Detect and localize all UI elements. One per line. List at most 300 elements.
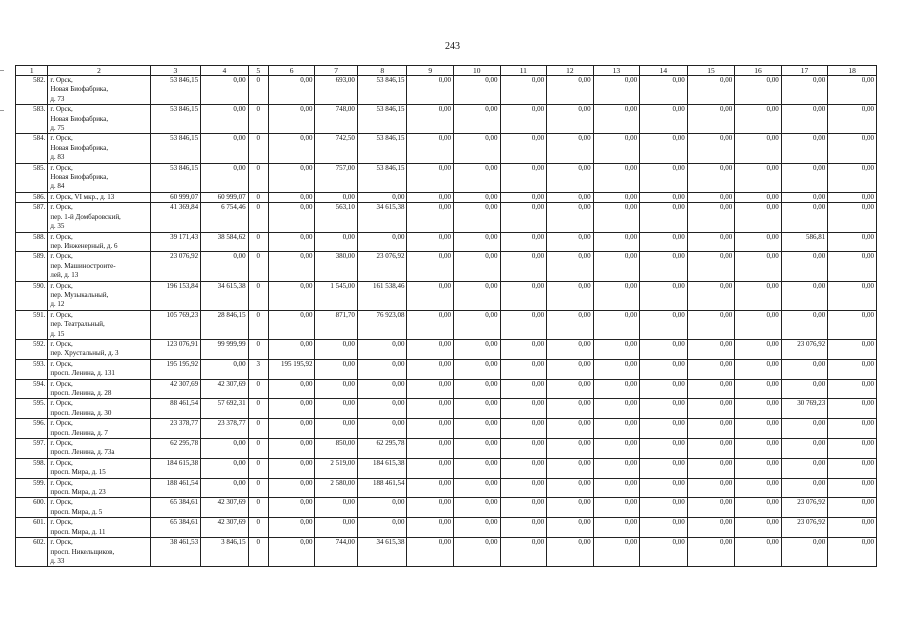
value-cell-col-6: 0,00 <box>268 281 315 310</box>
value-cell-col-17: 0,00 <box>781 163 828 192</box>
value-cell-col-7: 871,70 <box>315 310 357 339</box>
column-header-11: 11 <box>500 66 547 76</box>
value-cell-col-10: 0,00 <box>454 252 501 281</box>
value-cell-col-12: 0,00 <box>547 458 594 478</box>
value-cell-col-7: 0,00 <box>315 192 357 202</box>
value-cell-col-11: 0,00 <box>500 399 547 419</box>
value-cell-col-17: 23 076,92 <box>781 339 828 359</box>
value-cell-col-9: 0,00 <box>407 379 454 399</box>
value-cell-col-13: 0,00 <box>593 105 640 134</box>
address-line: Новая Биофабрика, <box>50 173 109 182</box>
address-line: д. 84 <box>50 182 65 191</box>
value-cell-col-7: 2 519,00 <box>315 458 357 478</box>
value-cell-col-3: 62 295,78 <box>150 439 201 459</box>
value-cell-col-3: 188 461,54 <box>150 478 201 498</box>
value-cell-col-11: 0,00 <box>500 203 547 232</box>
row-number: 601. <box>16 518 48 538</box>
address-line: просп. Никельщиков, <box>50 547 115 556</box>
row-number: 595. <box>16 399 48 419</box>
value-cell-col-9: 0,00 <box>407 478 454 498</box>
value-cell-col-12: 0,00 <box>547 399 594 419</box>
value-cell-col-11: 0,00 <box>500 379 547 399</box>
value-cell-col-8: 0,00 <box>357 192 407 202</box>
value-cell-col-13: 0,00 <box>593 439 640 459</box>
value-cell-col-6: 0,00 <box>268 419 315 439</box>
value-cell-col-18: 0,00 <box>828 379 877 399</box>
value-cell-col-14: 0,00 <box>640 105 688 134</box>
value-cell-col-9: 0,00 <box>407 538 454 567</box>
value-cell-col-3: 53 846,15 <box>150 76 201 105</box>
value-cell-col-7: 563,10 <box>315 203 357 232</box>
address-cell <box>48 458 150 478</box>
value-cell-col-18: 0,00 <box>828 439 877 459</box>
address-line: пер. Инженерный, д. 6 <box>50 241 118 250</box>
value-cell-col-8: 76 923,08 <box>357 310 407 339</box>
value-cell-col-17: 0,00 <box>781 359 828 379</box>
value-cell-col-15: 0,00 <box>687 518 735 538</box>
value-cell-col-6: 0,00 <box>268 518 315 538</box>
value-cell-col-17: 0,00 <box>781 538 828 567</box>
value-cell-col-12: 0,00 <box>547 252 594 281</box>
table-row <box>16 105 877 134</box>
value-cell-col-17: 0,00 <box>781 203 828 232</box>
value-cell-col-8: 188 461,54 <box>357 478 407 498</box>
value-cell-col-10: 0,00 <box>454 419 501 439</box>
value-cell-col-4: 23 378,77 <box>201 419 249 439</box>
value-cell-col-18: 0,00 <box>828 232 877 252</box>
value-cell-col-16: 0,00 <box>735 105 782 134</box>
value-cell-col-10: 0,00 <box>454 134 501 163</box>
value-cell-col-18: 0,00 <box>828 458 877 478</box>
value-cell-col-7: 0,00 <box>315 498 357 518</box>
value-cell-col-11: 0,00 <box>500 478 547 498</box>
value-cell-col-13: 0,00 <box>593 538 640 567</box>
row-number: 585. <box>16 163 48 192</box>
address-line: г. Орск, <box>50 252 73 261</box>
value-cell-col-15: 0,00 <box>687 134 735 163</box>
value-cell-col-8: 53 846,15 <box>357 76 407 105</box>
table-row <box>16 232 877 252</box>
value-cell-col-3: 23 076,92 <box>150 252 201 281</box>
address-line: пер. Машиностроите- <box>50 261 116 270</box>
column-header-16: 16 <box>735 66 782 76</box>
column-header-2: 2 <box>48 66 150 76</box>
value-cell-col-13: 0,00 <box>593 498 640 518</box>
value-cell-col-14: 0,00 <box>640 232 688 252</box>
column-header-4: 4 <box>201 66 249 76</box>
value-cell-col-3: 23 378,77 <box>150 419 201 439</box>
address-line: г. Орск, <box>50 359 73 368</box>
table-row <box>16 163 877 192</box>
value-cell-col-16: 0,00 <box>735 458 782 478</box>
row-number: 582. <box>16 76 48 105</box>
value-cell-col-9: 0,00 <box>407 203 454 232</box>
value-cell-col-9: 0,00 <box>407 310 454 339</box>
address-line: г. Орск, <box>50 538 73 547</box>
value-cell-col-10: 0,00 <box>454 359 501 379</box>
value-cell-col-4: 0,00 <box>201 76 249 105</box>
address-line: просп. Ленина, д. 131 <box>50 369 115 378</box>
value-cell-col-3: 38 461,53 <box>150 538 201 567</box>
value-cell-col-6: 0,00 <box>268 134 315 163</box>
address-line: г. Орск, <box>50 419 73 428</box>
value-cell-col-18: 0,00 <box>828 76 877 105</box>
value-cell-col-14: 0,00 <box>640 134 688 163</box>
address-cell <box>48 359 150 379</box>
address-line: просп. Ленина, д. 7 <box>50 428 108 437</box>
address-line: просп. Мира, д. 15 <box>50 468 106 477</box>
address-line: г. Орск, <box>50 163 73 172</box>
address-cell <box>48 192 150 202</box>
value-cell-col-5: 0 <box>248 498 268 518</box>
data-table <box>15 65 877 567</box>
value-cell-col-9: 0,00 <box>407 359 454 379</box>
value-cell-col-3: 39 171,43 <box>150 232 201 252</box>
value-cell-col-7: 748,00 <box>315 105 357 134</box>
value-cell-col-6: 0,00 <box>268 310 315 339</box>
value-cell-col-14: 0,00 <box>640 339 688 359</box>
value-cell-col-17: 586,81 <box>781 232 828 252</box>
column-header-9: 9 <box>407 66 454 76</box>
value-cell-col-7: 0,00 <box>315 359 357 379</box>
address-line: г. Орск, <box>50 310 73 319</box>
value-cell-col-6: 0,00 <box>268 203 315 232</box>
value-cell-col-17: 0,00 <box>781 281 828 310</box>
value-cell-col-14: 0,00 <box>640 518 688 538</box>
value-cell-col-13: 0,00 <box>593 281 640 310</box>
value-cell-col-12: 0,00 <box>547 538 594 567</box>
value-cell-col-5: 0 <box>248 399 268 419</box>
value-cell-col-12: 0,00 <box>547 192 594 202</box>
column-header-12: 12 <box>547 66 594 76</box>
address-line: д. 73 <box>50 94 65 103</box>
value-cell-col-3: 184 615,38 <box>150 458 201 478</box>
value-cell-col-13: 0,00 <box>593 419 640 439</box>
value-cell-col-16: 0,00 <box>735 478 782 498</box>
value-cell-col-11: 0,00 <box>500 192 547 202</box>
value-cell-col-7: 2 580,00 <box>315 478 357 498</box>
value-cell-col-13: 0,00 <box>593 359 640 379</box>
value-cell-col-5: 0 <box>248 163 268 192</box>
value-cell-col-13: 0,00 <box>593 518 640 538</box>
value-cell-col-16: 0,00 <box>735 232 782 252</box>
value-cell-col-18: 0,00 <box>828 538 877 567</box>
row-number: 591. <box>16 310 48 339</box>
address-line: д. 35 <box>50 222 65 231</box>
value-cell-col-3: 60 999,07 <box>150 192 201 202</box>
value-cell-col-13: 0,00 <box>593 339 640 359</box>
address-line: пер. Театральный, <box>50 320 105 329</box>
value-cell-col-16: 0,00 <box>735 310 782 339</box>
value-cell-col-5: 0 <box>248 339 268 359</box>
value-cell-col-18: 0,00 <box>828 252 877 281</box>
address-line: д. 15 <box>50 329 65 338</box>
address-line: Новая Биофабрика, <box>50 85 109 94</box>
value-cell-col-5: 0 <box>248 379 268 399</box>
value-cell-col-8: 0,00 <box>357 339 407 359</box>
value-cell-col-12: 0,00 <box>547 419 594 439</box>
value-cell-col-3: 88 461,54 <box>150 399 201 419</box>
value-cell-col-11: 0,00 <box>500 76 547 105</box>
value-cell-col-12: 0,00 <box>547 310 594 339</box>
page-number: 243 <box>445 41 460 52</box>
value-cell-col-18: 0,00 <box>828 310 877 339</box>
value-cell-col-10: 0,00 <box>454 498 501 518</box>
value-cell-col-4: 6 754,46 <box>201 203 249 232</box>
value-cell-col-16: 0,00 <box>735 399 782 419</box>
value-cell-col-10: 0,00 <box>454 105 501 134</box>
value-cell-col-12: 0,00 <box>547 134 594 163</box>
value-cell-col-6: 0,00 <box>268 379 315 399</box>
value-cell-col-17: 0,00 <box>781 105 828 134</box>
value-cell-col-9: 0,00 <box>407 339 454 359</box>
value-cell-col-7: 0,00 <box>315 399 357 419</box>
value-cell-col-11: 0,00 <box>500 163 547 192</box>
value-cell-col-4: 57 692,31 <box>201 399 249 419</box>
value-cell-col-15: 0,00 <box>687 458 735 478</box>
value-cell-col-11: 0,00 <box>500 538 547 567</box>
value-cell-col-16: 0,00 <box>735 538 782 567</box>
value-cell-col-11: 0,00 <box>500 439 547 459</box>
value-cell-col-17: 23 076,92 <box>781 518 828 538</box>
address-line: просп. Мира, д. 5 <box>50 507 103 516</box>
value-cell-col-7: 0,00 <box>315 419 357 439</box>
column-header-5: 5 <box>248 66 268 76</box>
value-cell-col-13: 0,00 <box>593 252 640 281</box>
value-cell-col-10: 0,00 <box>454 458 501 478</box>
value-cell-col-13: 0,00 <box>593 203 640 232</box>
value-cell-col-6: 0,00 <box>268 76 315 105</box>
row-number: 586. <box>16 192 48 202</box>
column-number-row <box>16 66 877 76</box>
value-cell-col-3: 41 369,84 <box>150 203 201 232</box>
value-cell-col-9: 0,00 <box>407 134 454 163</box>
value-cell-col-9: 0,00 <box>407 518 454 538</box>
value-cell-col-9: 0,00 <box>407 192 454 202</box>
value-cell-col-11: 0,00 <box>500 498 547 518</box>
value-cell-col-7: 0,00 <box>315 232 357 252</box>
value-cell-col-11: 0,00 <box>500 359 547 379</box>
value-cell-col-10: 0,00 <box>454 478 501 498</box>
table-row <box>16 252 877 281</box>
value-cell-col-9: 0,00 <box>407 163 454 192</box>
value-cell-col-3: 42 307,69 <box>150 379 201 399</box>
value-cell-col-14: 0,00 <box>640 359 688 379</box>
value-cell-col-12: 0,00 <box>547 379 594 399</box>
value-cell-col-18: 0,00 <box>828 419 877 439</box>
value-cell-col-13: 0,00 <box>593 478 640 498</box>
value-cell-col-11: 0,00 <box>500 252 547 281</box>
address-line: г. Орск, <box>50 478 73 487</box>
value-cell-col-12: 0,00 <box>547 498 594 518</box>
column-header-1: 1 <box>16 66 48 76</box>
value-cell-col-7: 850,00 <box>315 439 357 459</box>
address-line: Новая Биофабрика, <box>50 143 109 152</box>
table-row <box>16 134 877 163</box>
value-cell-col-8: 0,00 <box>357 399 407 419</box>
value-cell-col-17: 0,00 <box>781 478 828 498</box>
value-cell-col-12: 0,00 <box>547 518 594 538</box>
value-cell-col-10: 0,00 <box>454 399 501 419</box>
column-header-8: 8 <box>357 66 407 76</box>
row-number: 590. <box>16 281 48 310</box>
value-cell-col-15: 0,00 <box>687 281 735 310</box>
table-row <box>16 203 877 232</box>
value-cell-col-14: 0,00 <box>640 310 688 339</box>
value-cell-col-15: 0,00 <box>687 498 735 518</box>
value-cell-col-3: 53 846,15 <box>150 105 201 134</box>
value-cell-col-5: 3 <box>248 359 268 379</box>
value-cell-col-10: 0,00 <box>454 379 501 399</box>
value-cell-col-5: 0 <box>248 310 268 339</box>
row-number: 597. <box>16 439 48 459</box>
value-cell-col-9: 0,00 <box>407 105 454 134</box>
address-line: просп. Ленина, д. 73а <box>50 448 115 457</box>
address-line: просп. Ленина, д. 30 <box>50 408 112 417</box>
value-cell-col-14: 0,00 <box>640 439 688 459</box>
table-row <box>16 192 877 202</box>
value-cell-col-11: 0,00 <box>500 134 547 163</box>
left-edge-mark <box>0 70 4 71</box>
value-cell-col-6: 0,00 <box>268 439 315 459</box>
value-cell-col-16: 0,00 <box>735 379 782 399</box>
table-row <box>16 458 877 478</box>
value-cell-col-3: 123 076,91 <box>150 339 201 359</box>
table-row <box>16 379 877 399</box>
address-line: просп. Мира, д. 23 <box>50 488 106 497</box>
value-cell-col-18: 0,00 <box>828 203 877 232</box>
address-line: пер. 1-й Домбаровский, <box>50 212 121 221</box>
address-line: д. 12 <box>50 300 65 309</box>
value-cell-col-7: 0,00 <box>315 379 357 399</box>
value-cell-col-10: 0,00 <box>454 76 501 105</box>
row-number: 596. <box>16 419 48 439</box>
value-cell-col-4: 0,00 <box>201 359 249 379</box>
value-cell-col-7: 380,00 <box>315 252 357 281</box>
column-header-18: 18 <box>828 66 877 76</box>
value-cell-col-12: 0,00 <box>547 76 594 105</box>
value-cell-col-11: 0,00 <box>500 458 547 478</box>
value-cell-col-4: 99 999,99 <box>201 339 249 359</box>
row-number: 588. <box>16 232 48 252</box>
value-cell-col-5: 0 <box>248 134 268 163</box>
address-line: Новая Биофабрика, <box>50 114 109 123</box>
value-cell-col-7: 1 545,00 <box>315 281 357 310</box>
column-header-15: 15 <box>687 66 735 76</box>
value-cell-col-14: 0,00 <box>640 163 688 192</box>
value-cell-col-5: 0 <box>248 76 268 105</box>
value-cell-col-8: 34 615,38 <box>357 203 407 232</box>
value-cell-col-8: 161 538,46 <box>357 281 407 310</box>
row-number: 583. <box>16 105 48 134</box>
value-cell-col-3: 195 195,92 <box>150 359 201 379</box>
value-cell-col-17: 0,00 <box>781 76 828 105</box>
address-line: г. Орск, <box>50 498 73 507</box>
value-cell-col-15: 0,00 <box>687 203 735 232</box>
value-cell-col-3: 53 846,15 <box>150 163 201 192</box>
value-cell-col-10: 0,00 <box>454 310 501 339</box>
value-cell-col-16: 0,00 <box>735 163 782 192</box>
address-cell <box>48 134 150 163</box>
address-line: г. Орск, <box>50 399 73 408</box>
value-cell-col-14: 0,00 <box>640 192 688 202</box>
value-cell-col-9: 0,00 <box>407 281 454 310</box>
value-cell-col-14: 0,00 <box>640 281 688 310</box>
value-cell-col-12: 0,00 <box>547 232 594 252</box>
value-cell-col-11: 0,00 <box>500 281 547 310</box>
value-cell-col-14: 0,00 <box>640 538 688 567</box>
value-cell-col-13: 0,00 <box>593 232 640 252</box>
value-cell-col-6: 0,00 <box>268 538 315 567</box>
address-cell <box>48 163 150 192</box>
value-cell-col-15: 0,00 <box>687 379 735 399</box>
value-cell-col-4: 28 846,15 <box>201 310 249 339</box>
value-cell-col-15: 0,00 <box>687 163 735 192</box>
value-cell-col-15: 0,00 <box>687 359 735 379</box>
value-cell-col-15: 0,00 <box>687 439 735 459</box>
value-cell-col-8: 62 295,78 <box>357 439 407 459</box>
address-line: пер. Хрустальный, д. 3 <box>50 349 119 358</box>
value-cell-col-3: 53 846,15 <box>150 134 201 163</box>
value-cell-col-15: 0,00 <box>687 310 735 339</box>
table-row <box>16 281 877 310</box>
value-cell-col-6: 0,00 <box>268 458 315 478</box>
address-line: пер. Музыкальный, <box>50 290 109 299</box>
value-cell-col-14: 0,00 <box>640 498 688 518</box>
value-cell-col-8: 53 846,15 <box>357 134 407 163</box>
value-cell-col-6: 0,00 <box>268 163 315 192</box>
value-cell-col-9: 0,00 <box>407 458 454 478</box>
address-cell <box>48 281 150 310</box>
value-cell-col-4: 42 307,69 <box>201 498 249 518</box>
value-cell-col-6: 0,00 <box>268 192 315 202</box>
value-cell-col-5: 0 <box>248 281 268 310</box>
value-cell-col-17: 0,00 <box>781 310 828 339</box>
value-cell-col-16: 0,00 <box>735 192 782 202</box>
value-cell-col-10: 0,00 <box>454 538 501 567</box>
address-line: д. 33 <box>50 556 65 565</box>
value-cell-col-12: 0,00 <box>547 359 594 379</box>
value-cell-col-17: 0,00 <box>781 379 828 399</box>
address-line: д. 75 <box>50 124 65 133</box>
value-cell-col-17: 0,00 <box>781 439 828 459</box>
value-cell-col-3: 65 384,61 <box>150 498 201 518</box>
value-cell-col-5: 0 <box>248 419 268 439</box>
value-cell-col-13: 0,00 <box>593 458 640 478</box>
value-cell-col-15: 0,00 <box>687 105 735 134</box>
row-number: 584. <box>16 134 48 163</box>
value-cell-col-8: 0,00 <box>357 379 407 399</box>
value-cell-col-10: 0,00 <box>454 203 501 232</box>
value-cell-col-9: 0,00 <box>407 399 454 419</box>
value-cell-col-17: 0,00 <box>781 458 828 478</box>
value-cell-col-15: 0,00 <box>687 252 735 281</box>
column-header-13: 13 <box>593 66 640 76</box>
value-cell-col-11: 0,00 <box>500 310 547 339</box>
value-cell-col-3: 196 153,84 <box>150 281 201 310</box>
value-cell-col-10: 0,00 <box>454 518 501 538</box>
value-cell-col-14: 0,00 <box>640 419 688 439</box>
table-row <box>16 518 877 538</box>
value-cell-col-6: 195 195,92 <box>268 359 315 379</box>
value-cell-col-18: 0,00 <box>828 478 877 498</box>
address-cell <box>48 498 150 518</box>
value-cell-col-16: 0,00 <box>735 339 782 359</box>
value-cell-col-7: 757,00 <box>315 163 357 192</box>
table-row <box>16 399 877 419</box>
value-cell-col-12: 0,00 <box>547 339 594 359</box>
value-cell-col-11: 0,00 <box>500 419 547 439</box>
